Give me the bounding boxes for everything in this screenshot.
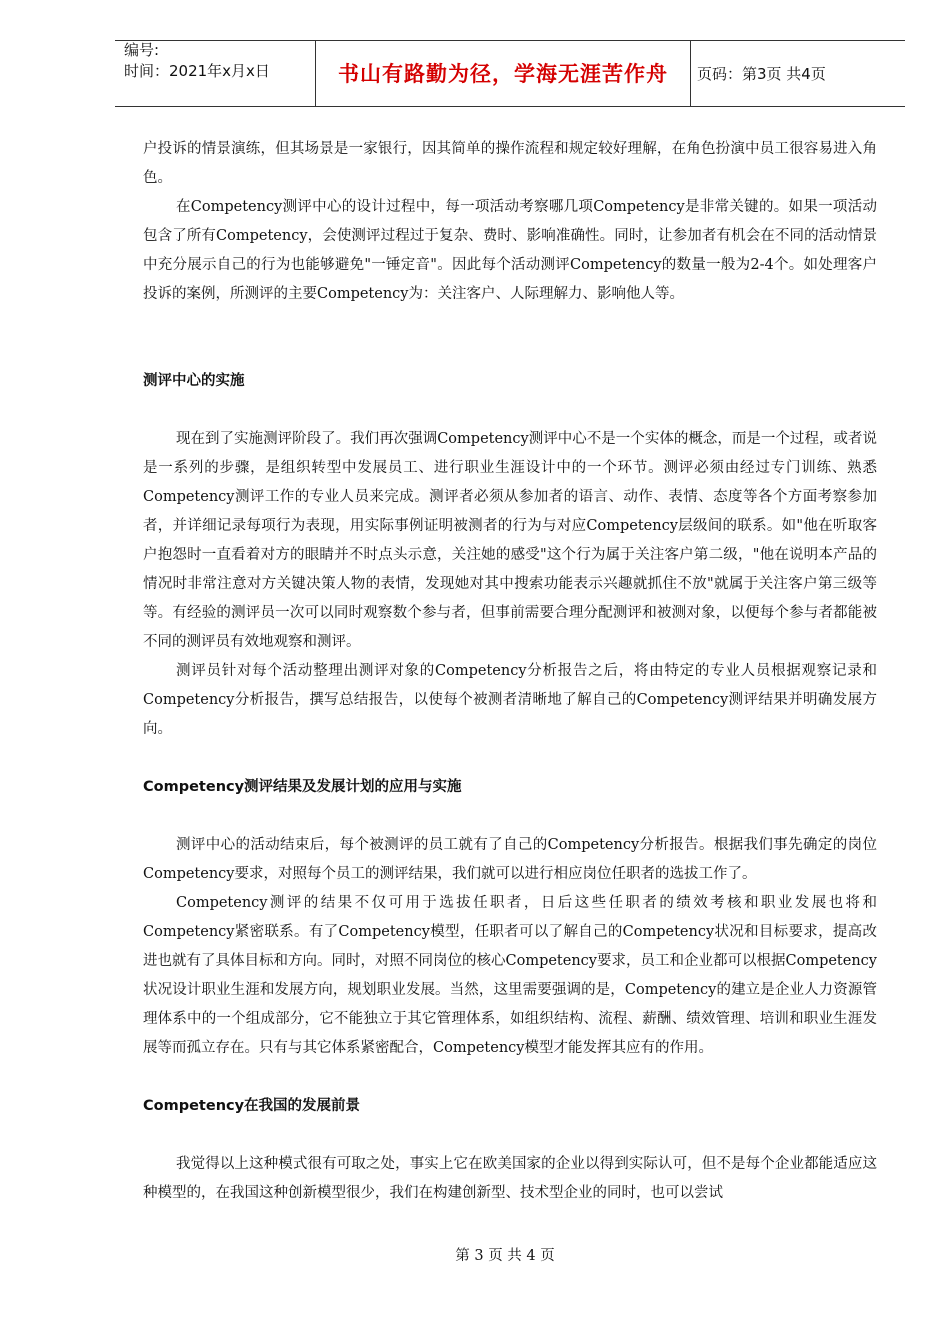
paragraph: 户投诉的情景演练，但其场景是一家银行，因其简单的操作流程和规定较好理解，在角色扮演中员工很容易进入角色。 [143,141,877,186]
header-line-bottom [115,106,905,107]
header-motto: 书山有路勤为径，学海无涯苦作舟 [338,62,668,86]
paragraph: 测评中心的活动结束后，每个被测评的员工就有了自己的Competency分析报告。根据我们事先确定的岗位Competency要求，对照每个员工的测评结果，我们就可以进行相应岗位任职者的选拔工作了。 [143,837,877,882]
time-label: 时间：2021年x月x日 [124,62,270,80]
page-footer: 第 3 页 共 4 页 [455,1248,555,1264]
paragraph: 现在到了实施测评阶段了。我们再次强调Competency测评中心不是一个实体的概念，而是一个过程，或者说是一系列的步骤，是组织转型中发展员工、进行职业生涯设计中的一个环节。测评必须由经过专门训练、熟悉Competency测评工作的专业人员来完成。测评者必须从参加者的语言、动作、表情、态度等各个方面考察参加者，并详细记录每项行为表现，用实际事例证明被测者的行为与对应Competency层级间的联系。如"他在听取客户抱怨时一直看着对方的眼睛并不时点头示意，关注她的感受"这个行为属于关注客户第二级，"他在说明本产品的情况时非常注意对方关键决策人物的表情，发现她对其中搜索功能表示兴趣就抓住不放"就属于关注客户第三级等等。有经验的测评员一次可以同时观察数个参与者，但事前需要合理分配测评和被测对象，以便每个参与者都能被不同的测评员有效地观察和测评。 [143,431,877,650]
section-heading: Competency测评结果及发展计划的应用与实施 [143,779,462,795]
section-heading: Competency在我国的发展前景 [143,1098,361,1114]
document-body [143,135,877,1208]
paragraph: Competency测评的结果不仅可用于选拔任职者，日后这些任职者的绩效考核和职业发展也将和Competency紧密联系。有了Competency模型，任职者可以了解自己的Competency状况和目标要求，提高改进也就有了具体目标和方向。同时，对照不同岗位的核心Competency要求，员工和企业都可以根据Competency状况设计职业生涯和发展方向，规划职业发展。当然，这里需要强调的是，Competency的建立是企业人力资源管理体系中的一个组成部分，它不能独立于其它管理体系，如组织结构、流程、薪酬、绩效管理、培训和职业生涯发展等而孤立存在。只有与其它体系紧密配合，Competency模型才能发挥其应有的作用。 [143,895,877,1056]
number-label: 编号: [124,41,160,59]
paragraph: 我觉得以上这种模式很有可取之处，事实上它在欧美国家的企业以得到实际认可，但不是每个企业都能适应这种模型的，在我国这种创新模型很少，我们在构建创新型、技术型企业的同时，也可以尝试 [143,1156,877,1201]
header-meta [124,40,270,82]
header-divider-2 [690,40,691,106]
paragraph: 测评员针对每个活动整理出测评对象的Competency分析报告之后，将由特定的专业人员根据观察记录和Competency分析报告，撰写总结报告，以使每个被测者清晰地了解自己的Competency测评结果并明确发展方向。 [143,663,877,737]
header-page-info: 页码：第3页 共4页 [697,64,826,83]
paragraph: 在Competency测评中心的设计过程中，每一项活动考察哪几项Competency是非常关键的。如果一项活动包含了所有Competency，会使测评过程过于复杂、费时、影响准确性。同时，让参加者有机会在不同的活动情景中充分展示自己的行为也能够避免"一锤定音"。因此每个活动测评Competency的数量一般为2-4个。如处理客户投诉的案例，所测评的主要Competency为：关注客户、人际理解力、影响他人等。 [143,199,877,302]
section-heading: 测评中心的实施 [143,373,245,389]
